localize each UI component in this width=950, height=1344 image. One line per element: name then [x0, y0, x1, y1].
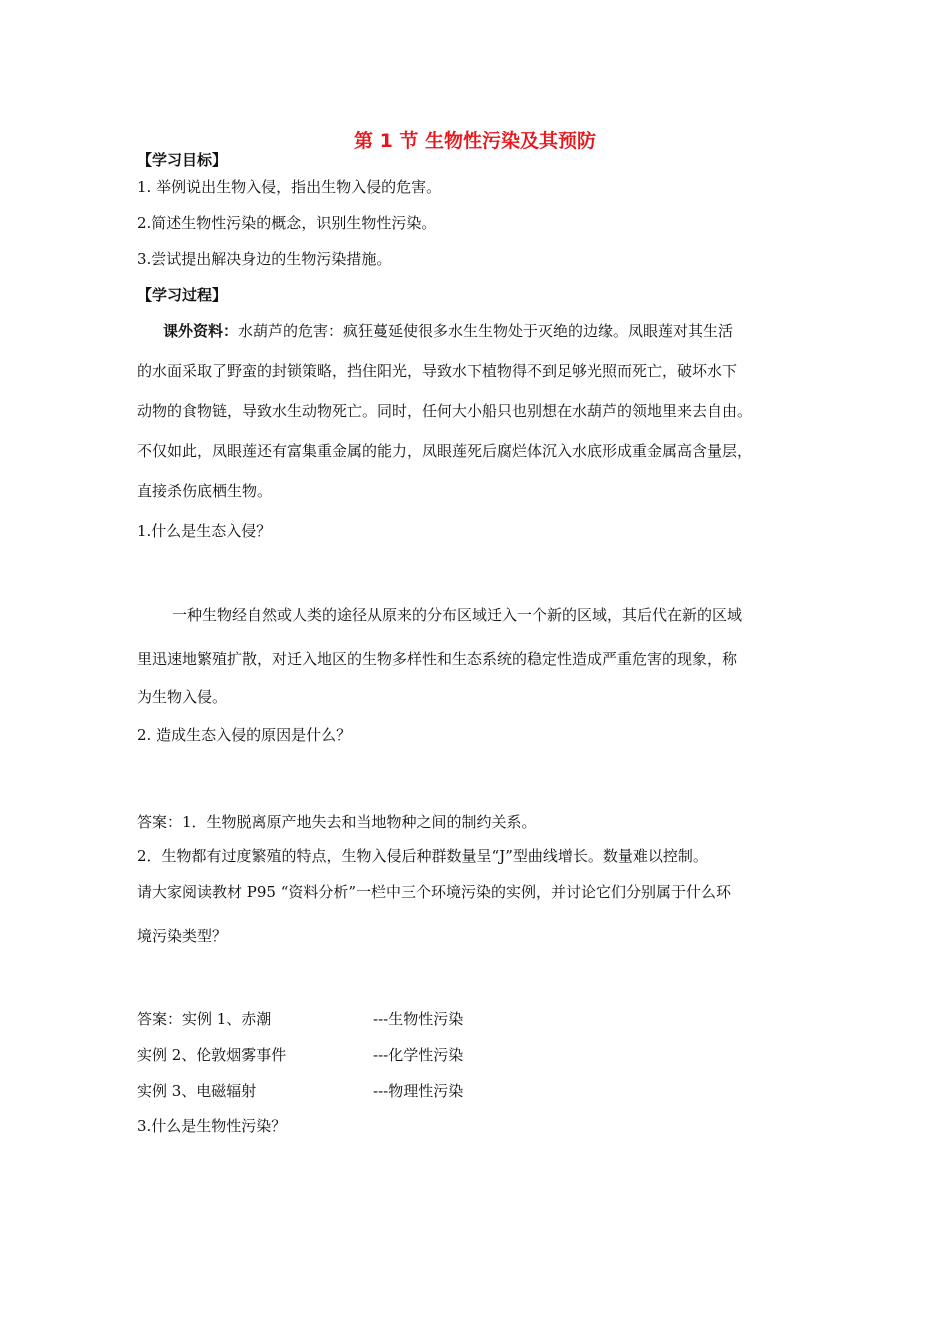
material-line-5: 直接杀伤底栖生物。 [137, 482, 273, 500]
answer-1-line-1: 一种生物经自然或人类的途径从原来的分布区域迁入一个新的区域，其后代在新的区域 [172, 606, 743, 624]
material-line-3: 动物的食物链，导致水生动物死亡。同时，任何大小船只也别想在水葫芦的领地里来去自由。 [137, 402, 753, 420]
example-2-type: ---化学性污染 [373, 1046, 464, 1064]
objective-3: 3.尝试提出解决身边的生物污染措施。 [137, 250, 392, 268]
question-3: 3.什么是生物性污染？ [137, 1117, 287, 1135]
question-2: 2. 造成生态入侵的原因是什么？ [137, 726, 352, 744]
material-line-4: 不仅如此，凤眼莲还有富集重金属的能力，凤眼莲死后腐烂体沉入水底形成重金属高含量层， [137, 442, 753, 460]
material-line-1 [163, 321, 733, 341]
reading-prompt-line-2: 境污染类型？ [137, 927, 228, 945]
answer-2-line-1: 答案：1．生物脱离原产地失去和当地物种之间的制约关系。 [137, 813, 537, 831]
page-title: 第 1 节 生物性污染及其预防 [353, 130, 597, 152]
objective-1: 1. 举例说出生物入侵，指出生物入侵的危害。 [137, 178, 442, 196]
answer-2-line-2: 2．生物都有过度繁殖的特点，生物入侵后种群数量呈“J”型曲线增长。数量难以控制。 [137, 847, 708, 865]
material-label: 课外资料： [163, 322, 239, 340]
example-row-3 [137, 1081, 464, 1101]
material-text: 水葫芦的危害：疯狂蔓延使很多水生生物处于灭绝的边缘。凤眼莲对其生活 [238, 322, 734, 340]
example-1-type: ---生物性污染 [373, 1010, 464, 1028]
example-3-name: 实例 3、电磁辐射 [137, 1082, 257, 1100]
question-1: 1.什么是生态入侵？ [137, 522, 272, 540]
process-heading: 【学习过程】 [137, 286, 228, 304]
example-row-1 [137, 1009, 464, 1029]
example-1-name: 答案：实例 1、赤潮 [137, 1010, 272, 1028]
answer-1-line-2: 里迅速地繁殖扩散，对迁入地区的生物多样性和生态系统的稳定性造成严重危害的现象，称 [137, 650, 738, 668]
answer-1-line-3: 为生物入侵。 [137, 688, 228, 706]
objectives-heading: 【学习目标】 [137, 151, 228, 169]
reading-prompt-line-1: 请大家阅读教材 P95 “资料分析”一栏中三个环境污染的实例，并讨论它们分别属于什么环 [137, 883, 732, 901]
objective-2: 2.简述生物性污染的概念，识别生物性污染。 [137, 214, 437, 232]
material-line-2: 的水面采取了野蛮的封锁策略，挡住阳光，导致水下植物得不到足够光照而死亡，破坏水下 [137, 362, 738, 380]
example-3-type: ---物理性污染 [373, 1082, 464, 1100]
example-row-2 [137, 1045, 464, 1065]
example-2-name: 实例 2、伦敦烟雾事件 [137, 1046, 287, 1064]
